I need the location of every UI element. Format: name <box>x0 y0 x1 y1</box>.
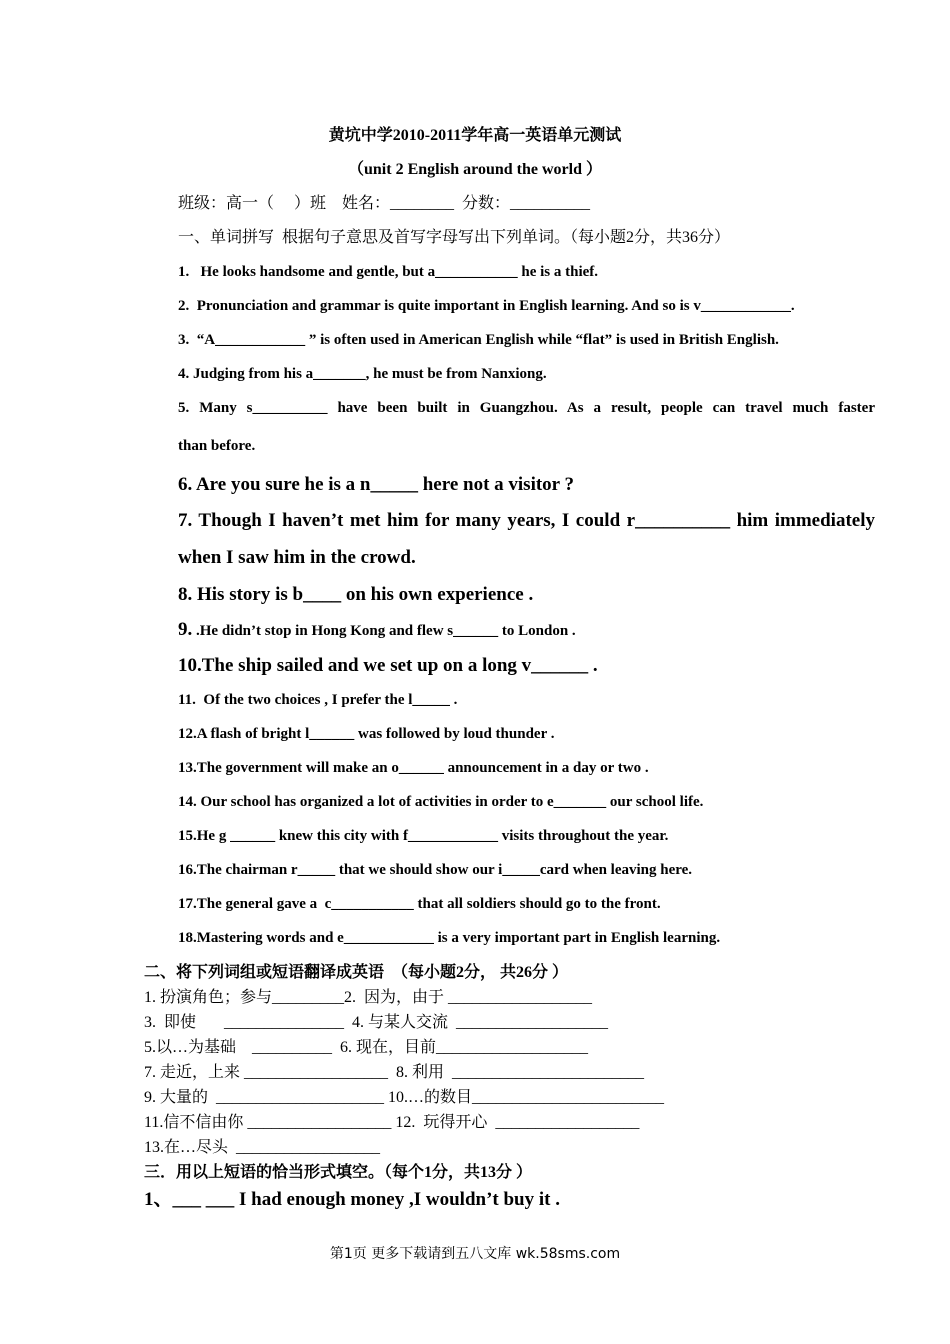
question-9-number: 9. <box>178 619 193 640</box>
question-11: 11. Of the two choices , I prefer the l_____ . <box>178 692 458 708</box>
class-info-line: 班级：高一（ ）班 姓名：________ 分数：__________ <box>178 195 591 212</box>
page-subtitle: （unit 2 English around the world ） <box>348 161 602 178</box>
question-5-continued: than before. <box>178 438 256 454</box>
question-16: 16.The chairman r_____ that we should show our i_____card when leaving here. <box>178 862 693 878</box>
translation-row: 11.信不信由你 __________________ 12. 玩得开心 __________________ <box>144 1114 640 1131</box>
section3-heading: 三．用以上短语的恰当形式填空。（每个1分，共13分 ） <box>144 1164 533 1181</box>
question-14: 14. Our school has organized a lot of activities in order to e_______ our school life. <box>178 794 704 810</box>
translation-row: 9. 大量的 _____________________ 10.…的数目________________________ <box>144 1089 665 1106</box>
question-5: 5. Many s__________ have been built in Guangzhou. As a result, people can travel much faster <box>178 400 875 416</box>
translation-row: 1. 扮演角色；参与_________2. 因为，由于 __________________ <box>144 989 593 1006</box>
question-7: 7. Though I haven’t met him for many years, I could r__________ him immediately <box>178 510 875 531</box>
page-footer: 第1页 更多下载请到五八文库 wk.58sms.com <box>329 1246 621 1262</box>
question-6: 6. Are you sure he is a n_____ here not a visitor ? <box>178 474 575 495</box>
fill-in-question-1: 1、___ ___ I had enough money ,I wouldn’t buy it . <box>144 1189 560 1210</box>
translation-row: 5.以…为基础 __________ 6. 现在，目前___________________ <box>144 1039 589 1056</box>
page-title: 黄坑中学2010-2011学年高一英语单元测试 <box>328 127 622 144</box>
question-4: 4. Judging from his a_______, he must be from Nanxiong. <box>178 366 547 382</box>
translation-row: 13.在…尽头 __________________ <box>144 1139 381 1156</box>
section1-heading: 一、单词拼写 根据句子意思及首写字母写出下列单词。（每小题2分，共36分） <box>178 229 731 246</box>
question-17: 17.The general gave a c___________ that all soldiers should go to the front. <box>178 896 661 912</box>
question-9 <box>178 620 576 639</box>
question-10: 10.The ship sailed and we set up on a long v______ . <box>178 655 598 676</box>
question-3: 3. “A____________ ” is often used in American English while “flat” is used in British English. <box>178 332 779 348</box>
question-13: 13.The government will make an o______ announcement in a day or two . <box>178 760 649 776</box>
translation-row: 7. 走近，上来 __________________ 8. 利用 ________________________ <box>144 1064 645 1081</box>
question-2: 2. Pronunciation and grammar is quite important in English learning. And so is v____________. <box>178 298 795 314</box>
question-15: 15.He g ______ knew this city with f____________ visits throughout the year. <box>178 828 669 844</box>
question-8: 8. His story is b____ on his own experience . <box>178 584 534 605</box>
question-1: 1. He looks handsome and gentle, but a___________ he is a thief. <box>178 264 599 280</box>
question-7-continued: when I saw him in the crowd. <box>178 547 416 568</box>
question-12: 12.A flash of bright l______ was followed by loud thunder . <box>178 726 555 742</box>
question-18: 18.Mastering words and e____________ is a very important part in English learning. <box>178 930 721 946</box>
question-9-text: .He didn’t stop in Hong Kong and flew s______ to London . <box>192 623 576 639</box>
section2-heading: 二、将下列词组或短语翻译成英语 （每小题2分， 共26分 ） <box>144 964 569 981</box>
translation-row: 3. 即使 _______________ 4. 与某人交流 ___________________ <box>144 1014 609 1031</box>
